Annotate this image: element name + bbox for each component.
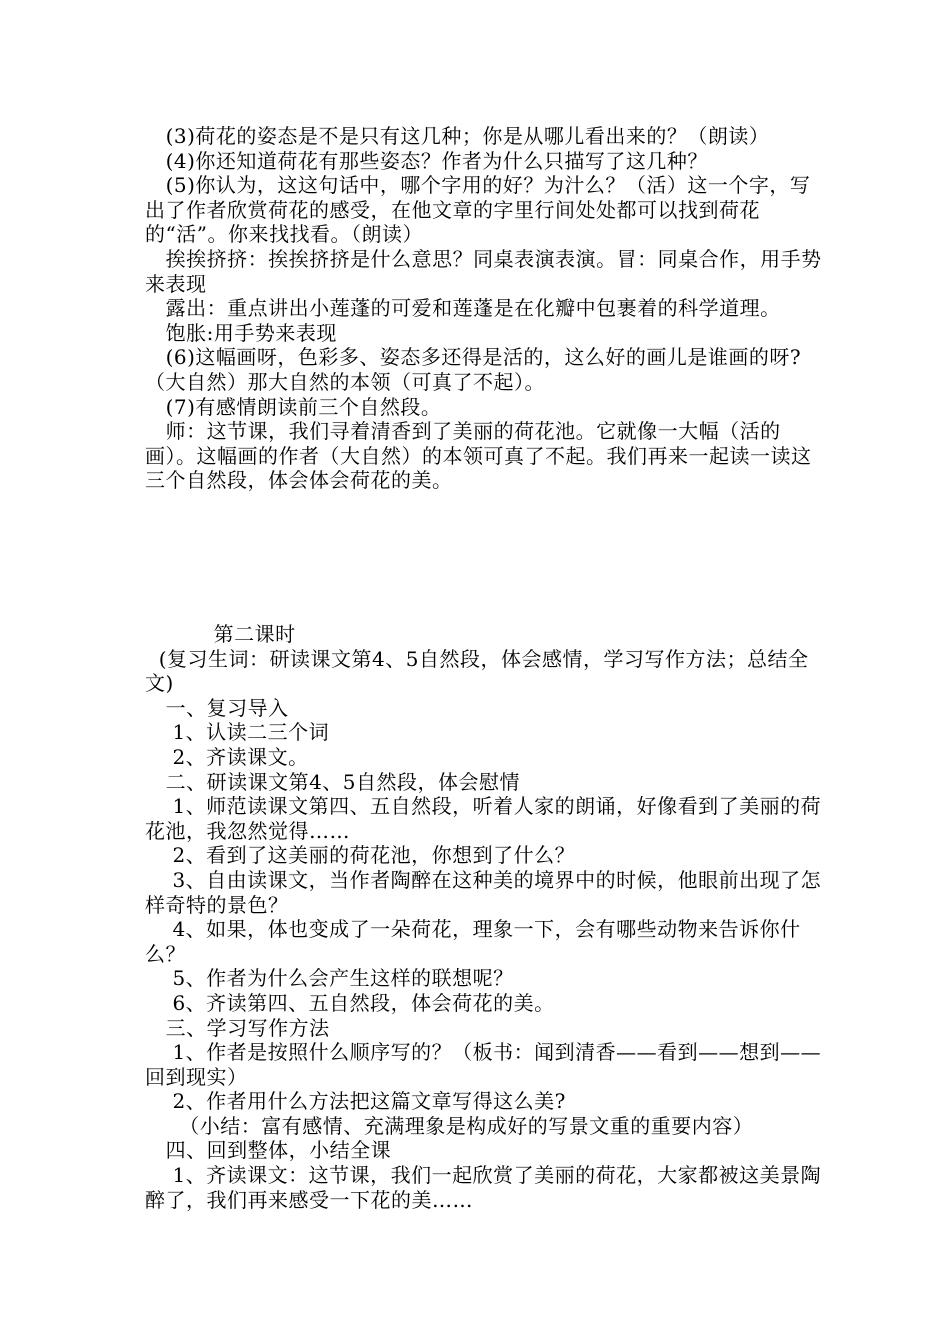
- list-item: 1、齐读课文：这节课，我们一起欣赏了美丽的荷花，大家都被这美景陶醉了，我们再来感受一下花的美……: [145, 1163, 822, 1212]
- heading-back-to-whole: 四、回到整体，小结全课: [145, 1138, 392, 1163]
- list-item: 2、作者用什么方法把这篇文章写得这么美?: [145, 1089, 566, 1114]
- paragraph-baozhang: 饱胀:用手势来表现: [145, 320, 337, 345]
- paragraph-summary-note: （小结：富有感情、充满理象是构成好的写景文重的重要内容）: [145, 1113, 754, 1138]
- list-item: 3、自由读课文，当作者陶醉在这种美的境界中的时候，他眼前出现了怎样奇特的景色？: [145, 867, 822, 917]
- list-item: 1、作者是按照什么顺序写的？（板书：闻到清香——看到——想到——回到现实）: [145, 1040, 822, 1089]
- paragraph-question-3: (3)荷花的姿态是不是只有这几种；你是从哪儿看出来的？（朗读）: [145, 124, 770, 148]
- list-item: 6、齐读第四、五自然段，体会荷花的美。: [145, 990, 555, 1015]
- paragraph-teacher-summary: 师：这节课，我们寻着清香到了美丽的荷花池。它就像一大幅（活的画）。这幅画的作者（大自然）的本领可真了不起。我们再来一起读一读这三个自然段，体会体会荷花的美。: [145, 419, 812, 493]
- paragraph-question-4: (4)你还知道荷花有那些姿态？作者为什么只描写了这几种？: [145, 148, 708, 173]
- paragraph-aiai-jiji: 挨挨挤挤：挨挨挤挤是什么意思？同桌表演表演。冒：同桌合作，用手势来表现: [145, 246, 822, 296]
- lesson-text-block-two: [145, 622, 825, 1212]
- list-item: 2、齐读课文。: [145, 744, 309, 769]
- paragraph-luchu: 露出：重点讲出小莲蓬的可爱和莲蓬是在化瓣中包裹着的科学道理。: [145, 296, 781, 321]
- lesson-text-block-one: [145, 124, 825, 493]
- heading-review-intro: 一、复习导入: [145, 695, 289, 720]
- list-item: 4、如果，体也变成了一朵荷花，理象一下，会有哪些动物来告诉你什么？: [145, 917, 801, 966]
- heading-study-paragraphs: 二、研读课文第4、5自然段，体会慰情: [145, 769, 521, 794]
- list-item: 1、认读二三个词: [145, 720, 330, 745]
- paragraph-lesson-goals: (复习生词：研读课文第4、5自然段，体会感情，学习写作方法；总结全文): [145, 646, 809, 696]
- list-item: 1、师范读课文第四、五自然段，听着人家的朗诵，好像看到了美丽的荷花池，我忽然觉得……: [145, 794, 822, 843]
- paragraph-question-7: (7)有感情朗读前三个自然段。: [145, 394, 442, 419]
- list-item: 5、作者为什么会产生这样的联想呢？: [145, 966, 514, 991]
- paragraph-question-5: (5)你认为，这这句话中，哪个字用的好？为汁么？（活）这一个字，写出了作者欣赏荷花的感受，在他文章的字里行间处处都可以找到荷花的“活”。你来找找看。（朗读）: [145, 173, 811, 247]
- section-heading-second-lesson: 第二课时: [145, 622, 296, 646]
- list-item: 2、看到了这美丽的荷花池，你想到了什么？: [145, 843, 576, 868]
- heading-writing-methods: 三、学习写作方法: [145, 1015, 330, 1040]
- paragraph-question-6: (6)这幅画呀，色彩多、姿态多还得是活的，这么好的画儿是谁画的呀?（大自然）那大自然的本领（可真了不起）。: [145, 345, 802, 394]
